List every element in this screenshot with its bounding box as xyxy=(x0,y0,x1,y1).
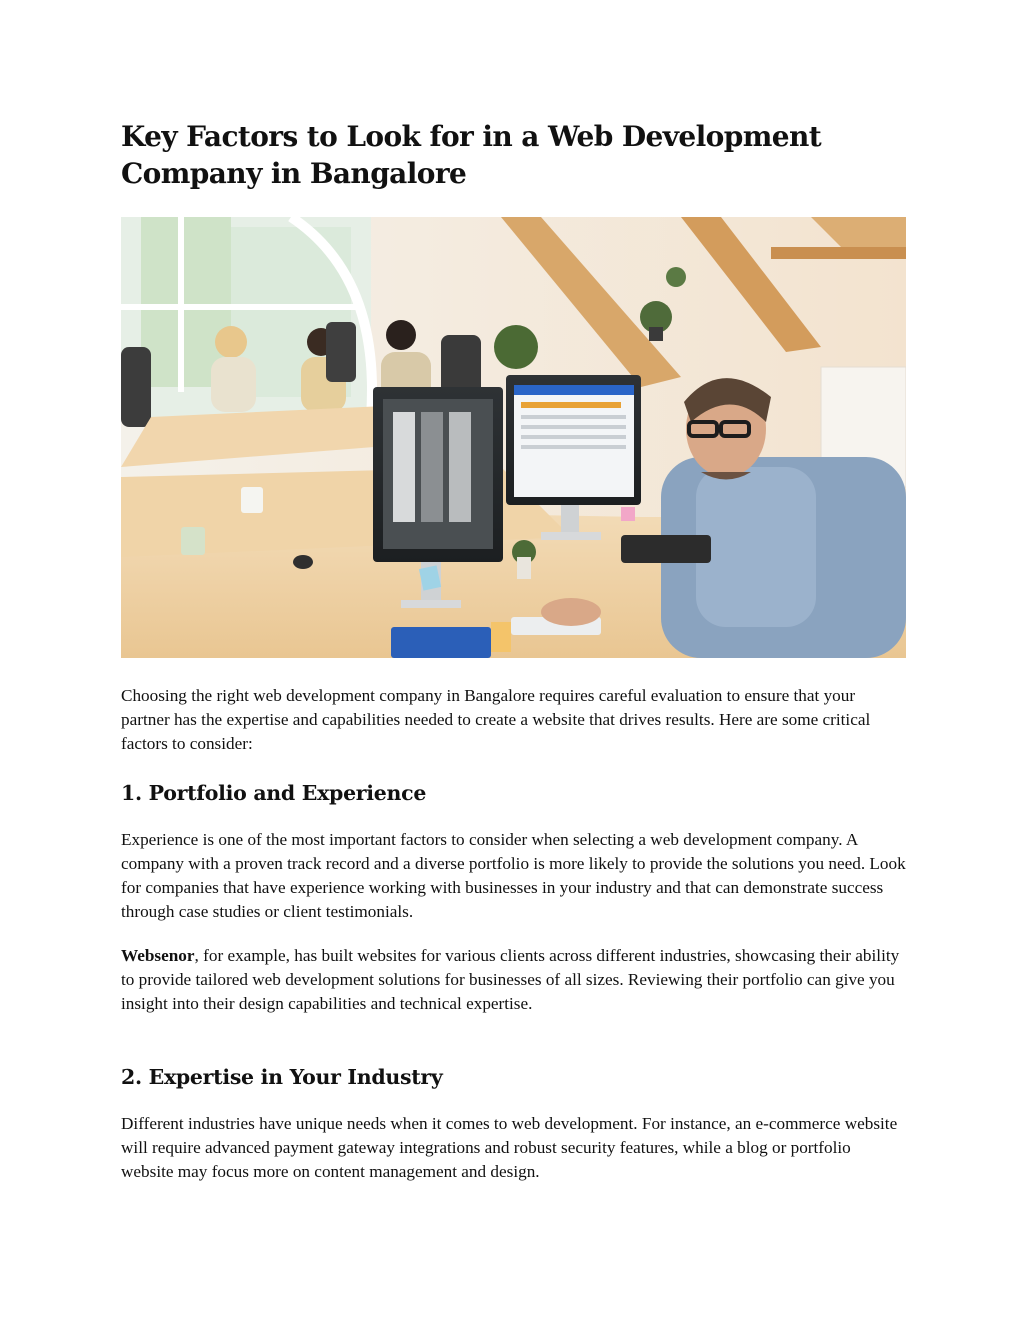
section-heading-industry: 2. Expertise in Your Industry xyxy=(121,1065,443,1089)
websenor-paragraph xyxy=(121,944,907,1016)
article-title: Key Factors to Look for in a Web Development Company in Bangalore xyxy=(121,120,822,190)
section-heading-portfolio: 1. Portfolio and Experience xyxy=(121,781,427,805)
hero-image xyxy=(121,217,906,658)
portfolio-paragraph: Experience is one of the most important factors to consider when selecting a web development company. A company with a proven track record and a diverse portfolio is more likely to provide the solutions you need. Look for companies that have experience working with businesses in your industry and that can demonstrate success through case studies or client testimonials. xyxy=(121,830,906,921)
websenor-text: , for example, has built websites for various clients across different industries, showcasing their ability to provide tailored web development solutions for businesses of all sizes. Reviewing their portfolio can give you insight into their design capabilities and technical expertise. xyxy=(121,946,900,1013)
intro-paragraph: Choosing the right web development company in Bangalore requires careful evaluation to ensure that your partner has the expertise and capabilities needed to create a website that drives results. Here are some critical factors to consider: xyxy=(121,686,871,753)
websenor-brand: Websenor xyxy=(121,946,195,965)
industry-paragraph: Different industries have unique needs when it comes to web development. For instance, an e-commerce website will require advanced payment gateway integrations and robust security features, while a blog or portfolio website may focus more on content management and design. xyxy=(121,1114,898,1181)
